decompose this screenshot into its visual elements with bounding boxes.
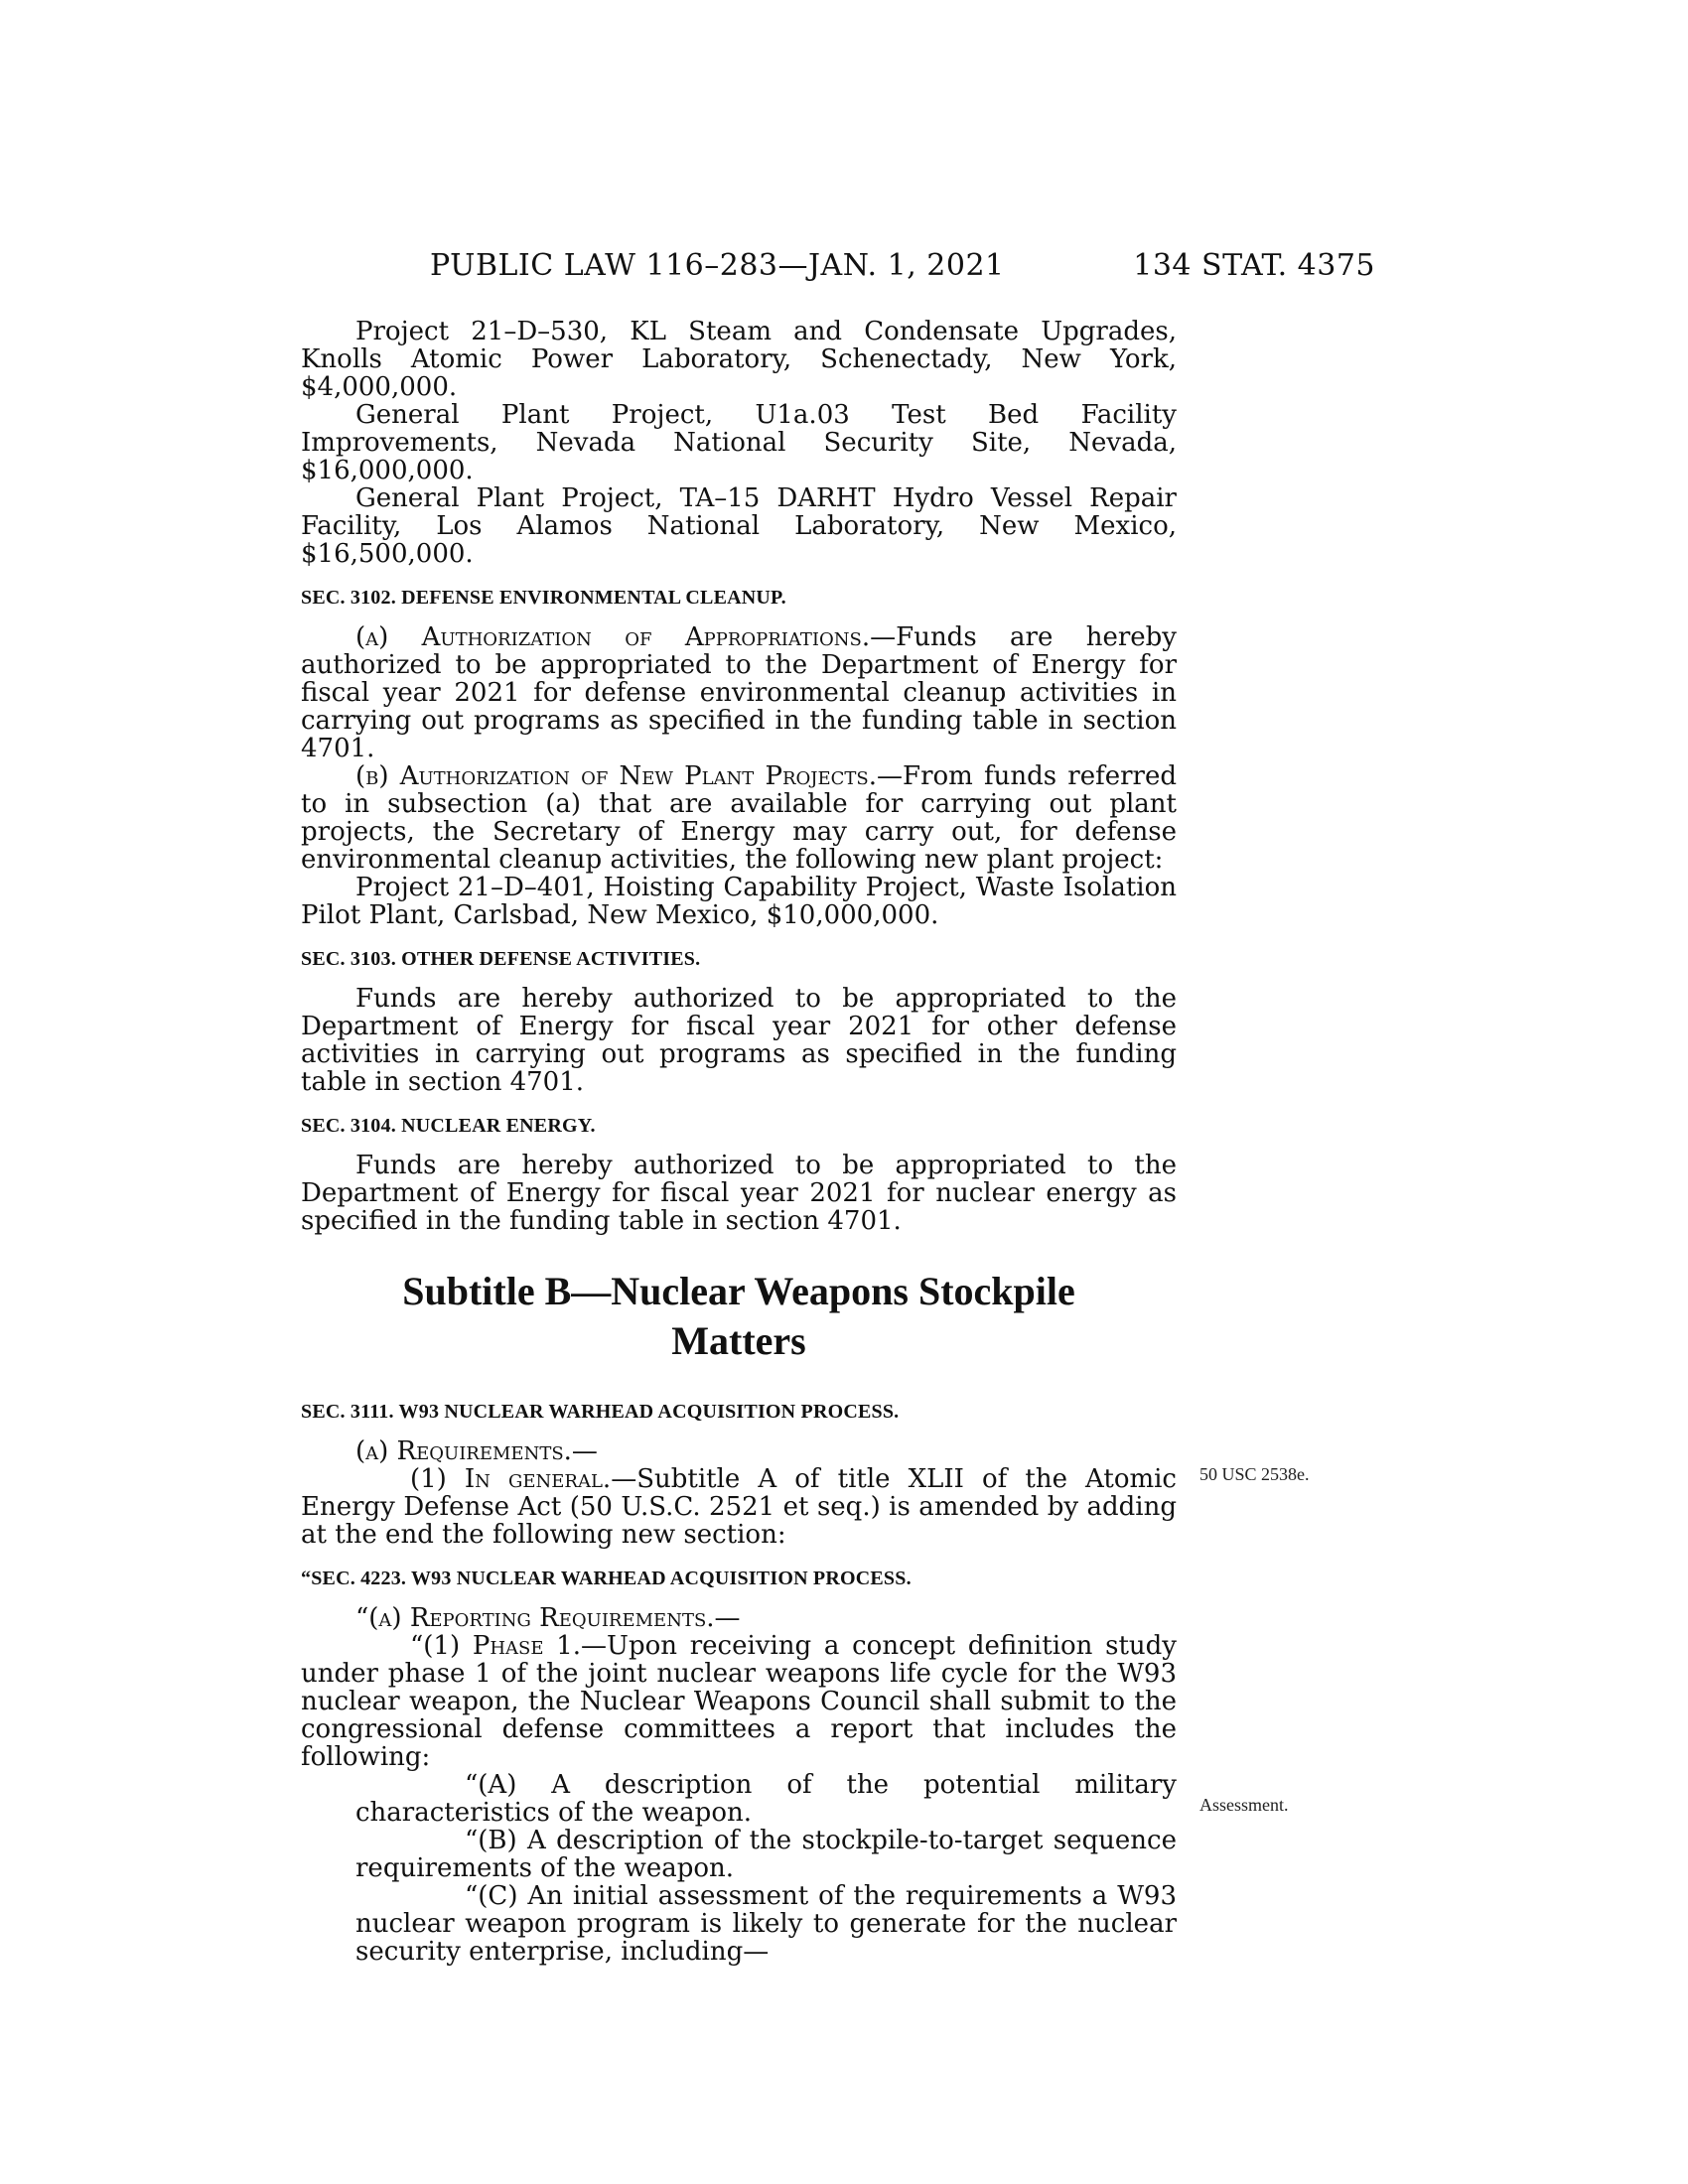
quoted-section-heading: “SEC. 4223. W93 NUCLEAR WARHEAD ACQUISITION PROCESS. <box>301 1568 912 1589</box>
subsection-paragraph <box>301 1437 1177 1465</box>
paragraph-text: —Upon receiving a concept definition study under phase 1 of the joint nuclear weapons life cycle for the W93 nuclear weapon, the Nuclear Weapons Council shall submit to the congressional defense committees a report that includes the following: <box>301 1631 1177 1772</box>
subsection-label: “(a) Reporting Requirements.— <box>355 1603 741 1633</box>
project-paragraph: General Plant Project, U1a.03 Test Bed Facility Improvements, Nevada National Security Site, Nevada, $16,000,000. <box>301 400 1177 485</box>
subparagraph: “(A) A description of the potential military characteristics of the weapon. <box>355 1770 1177 1828</box>
subtitle-line: Subtitle B—Nuclear Weapons Stockpile <box>402 1269 1075 1313</box>
paragraph <box>301 1465 1177 1549</box>
statute-page-number: 134 STAT. 4375 <box>1133 248 1375 283</box>
project-paragraph: General Plant Project, TA–15 DARHT Hydro Vessel Repair Facility, Los Alamos National Laboratory, New Mexico, $16,500,000. <box>301 483 1177 569</box>
section-heading: SEC. 3102. DEFENSE ENVIRONMENTAL CLEANUP. <box>301 587 786 609</box>
paragraph-label: (1) In general. <box>410 1464 612 1494</box>
subsection-paragraph <box>301 623 1177 762</box>
margin-note-usc: 50 USC 2538e. <box>1199 1464 1310 1484</box>
project-paragraph: Project 21–D–530, KL Steam and Condensate Upgrades, Knolls Atomic Power Laboratory, Schenectady, New York, $4,000,000. <box>301 317 1177 402</box>
paragraph-label: “(1) Phase 1. <box>410 1631 582 1661</box>
subsection-label: (b) Authorization of New Plant Projects. <box>355 761 878 791</box>
section-heading: SEC. 3103. OTHER DEFENSE ACTIVITIES. <box>301 948 701 970</box>
margin-note-assessment: Assessment. <box>1199 1795 1289 1815</box>
running-header <box>301 248 1375 288</box>
subparagraph: “(B) A description of the stockpile-to-target sequence requirements of the weapon. <box>355 1826 1177 1883</box>
section-paragraph: Funds are hereby authorized to be appropriated to the Department of Energy for fiscal year 2021 for nuclear energy as specified in the funding table in section 4701. <box>301 1151 1177 1236</box>
subtitle-heading <box>301 1267 1177 1366</box>
section-heading: SEC. 3104. NUCLEAR ENERGY. <box>301 1115 596 1137</box>
section-paragraph: Funds are hereby authorized to be appropriated to the Department of Energy for fiscal year 2021 for other defense activities in carrying out programs as specified in the funding table in section 4701. <box>301 984 1177 1097</box>
subsection-text: —Funds are hereby authorized to be appropriated to the Department of Energy for fiscal year 2021 for defense environmental cleanup activities in carrying out programs as specified in the funding table in section 4701. <box>301 622 1177 763</box>
paragraph <box>301 1632 1177 1771</box>
subsection-label: (a) Requirements.— <box>355 1436 598 1466</box>
subsection-paragraph <box>301 1604 1177 1632</box>
project-paragraph: Project 21–D–401, Hoisting Capability Project, Waste Isolation Pilot Plant, Carlsbad, New Mexico, $10,000,000. <box>301 873 1177 930</box>
subtitle-line: Matters <box>671 1318 806 1363</box>
subsection-label: (a) Authorization of Appropriations. <box>355 622 871 652</box>
subparagraph: “(C) An initial assessment of the requirements a W93 nuclear weapon program is likely to generate for the nuclear security enterprise, including— <box>355 1881 1177 1967</box>
paragraph-text: —Subtitle A of title XLII of the Atomic Energy Defense Act (50 U.S.C. 2521 et seq.) is amended by adding at the end the following new section: <box>301 1464 1177 1550</box>
subsection-paragraph <box>301 762 1177 874</box>
document-body <box>301 318 1177 1966</box>
public-law-title: PUBLIC LAW 116–283—JAN. 1, 2021 <box>430 248 1005 283</box>
subsection-text: —From funds referred to in subsection (a) that are available for carrying out plant projects, the Secretary of Energy may carry out, for defense environmental cleanup activities, the following new plant project: <box>301 761 1177 875</box>
section-heading: SEC. 3111. W93 NUCLEAR WARHEAD ACQUISITION PROCESS. <box>301 1401 900 1423</box>
